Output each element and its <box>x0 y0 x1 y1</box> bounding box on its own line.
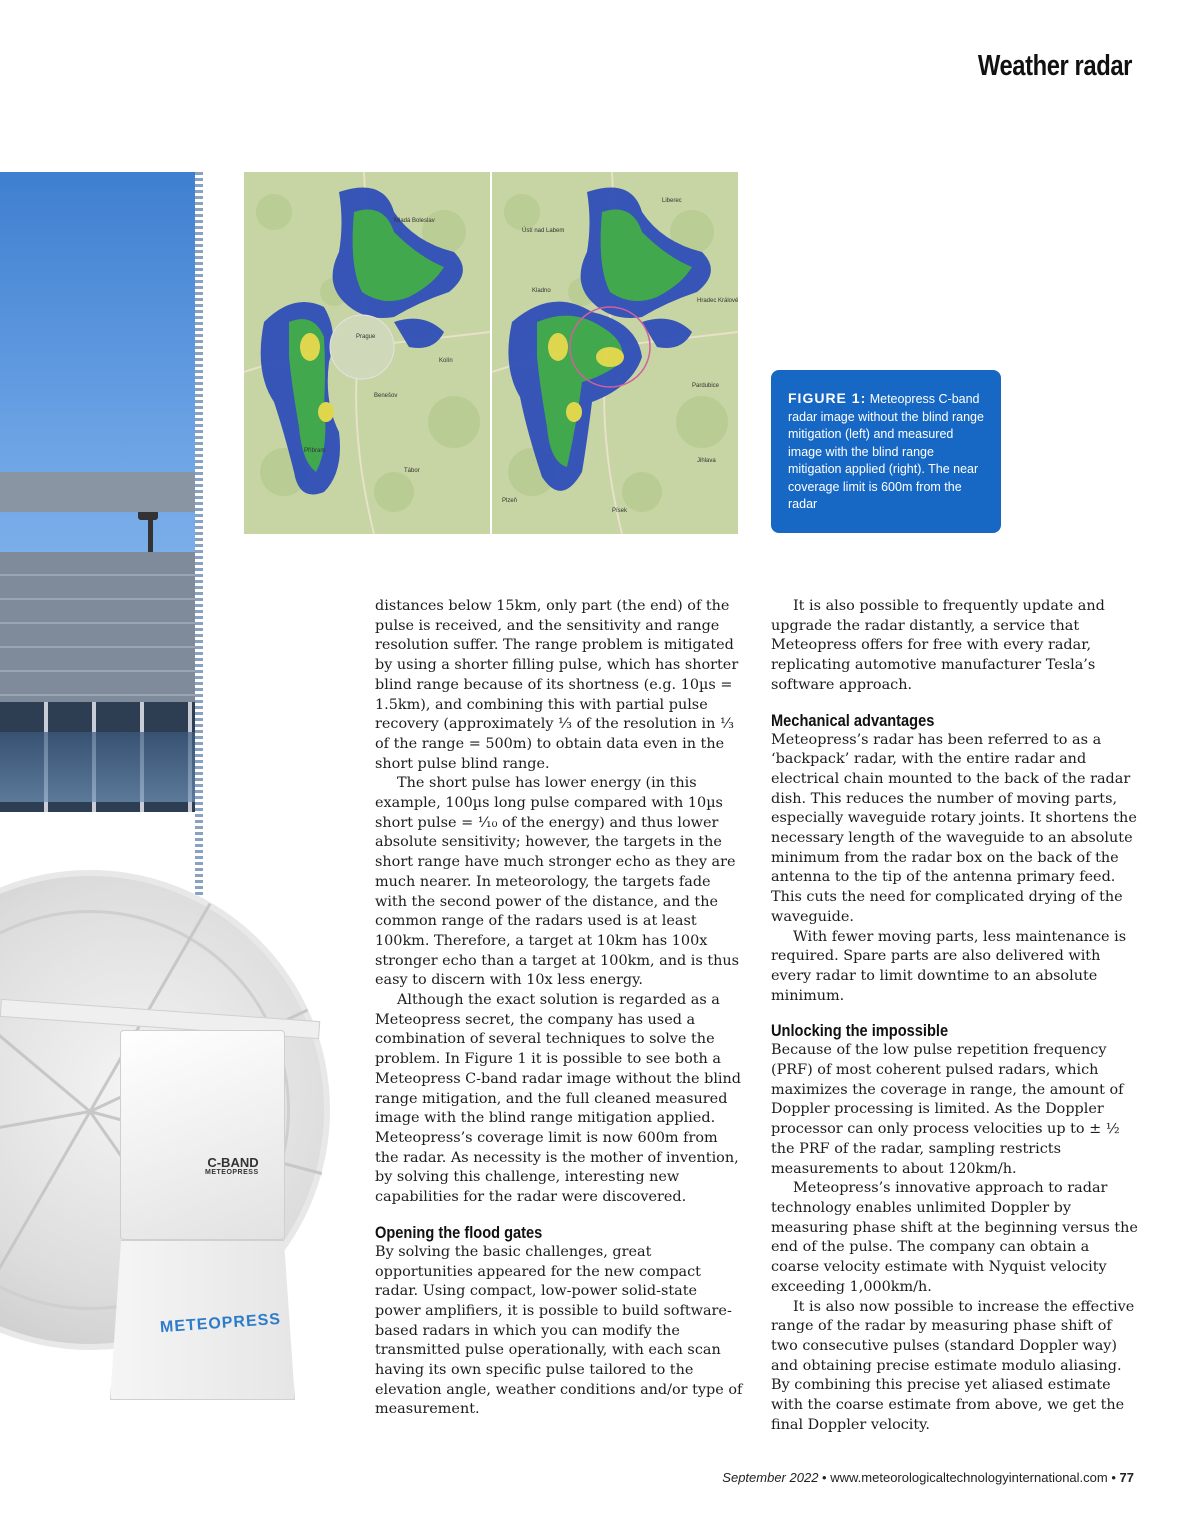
paragraph: Because of the low pulse repetition frequency (PRF) of most coherent pulsed radars, which maximizes the coverage in range, the amount of Doppler processing is limited. As the Doppler processor can only process velocities up to ± ½ the PRF of the radar, sampling restricts measurements to about 120km/h. <box>771 1042 1124 1177</box>
figure-label: FIGURE 1: <box>788 390 867 406</box>
svg-text:Kolín: Kolín <box>439 358 453 364</box>
subheading-flood-gates: Opening the flood gates <box>375 1222 543 1242</box>
paragraph: Meteopress’s innovative approach to radar technology enables unlimited Doppler by measuring phase shift at the beginning versus the end of the pulse. The company can obtain a coarse velocity estimate with Nyquist velocity exceeding 1,000km/h. <box>771 1180 1138 1295</box>
svg-text:Jihlava: Jihlava <box>697 458 716 464</box>
subheading-unlocking-impossible: Unlocking the impossible <box>771 1021 949 1041</box>
paragraph: It is also possible to frequently update and upgrade the radar distantly, a service that Meteopress offers for free with every radar, replicating automotive manufacturer Tesla’s software approach. <box>771 598 1105 693</box>
page-footer <box>722 1470 1134 1485</box>
figure-caption-box <box>771 370 1001 533</box>
page-number: 77 <box>1119 1470 1134 1485</box>
footer-separator: • <box>1111 1470 1116 1485</box>
box-label: C-BAND METEOPRESS <box>205 1155 259 1176</box>
radar-map-without-mitigation <box>244 172 490 534</box>
svg-text:Benešov: Benešov <box>374 393 398 399</box>
paragraph: With fewer moving parts, less maintenance is required. Spare parts are also delivered with every radar to limit downtime to an absolute minimum. <box>771 928 1127 1004</box>
pedestal-logo: METEOPRESS <box>159 1310 282 1337</box>
radar-product-image <box>0 860 370 1420</box>
section-title: Weather radar <box>977 50 1132 82</box>
text-column-left <box>375 597 745 1420</box>
svg-text:Písek: Písek <box>612 508 628 514</box>
paragraph: By solving the basic challenges, great opportunities appeared for the new compact radar. Using compact, low-power solid-state power amplifiers, it is possible to build software-based radars in which you can modify the transmitted pulse operationally, with each scan having its own specific pulse tailored to the elevation angle, weather conditions and/or type of measurement. <box>375 1243 743 1418</box>
svg-text:Příbram: Příbram <box>304 448 326 454</box>
svg-text:Mladá Boleslav: Mladá Boleslav <box>394 218 435 224</box>
paragraph: Although the exact solution is regarded as a Meteopress secret, the company has used a combination of several techniques to solve the problem. In Figure 1 it is possible to see both a Meteopress C-band radar image without the blind range mitigation, and the full cleaned measured image with the blind range mitigation applied. Meteopress’s coverage limit is now 600m from the radar. As necessity is the mother of invention, by solving this challenge, interesting new capabilities for the radar were discovered. <box>375 992 742 1206</box>
paragraph: The short pulse has lower energy (in this example, 100µs long pulse compared with 10µs short pulse = ⅒ of the energy) and thus lower absolute sensitivity; however, the targets in the short range have much stronger echo as they are much nearer. In meteorology, the targets fade with the second power of the distance, and the common range of the radars used is at least 100km. Therefore, a target at 10km has 100x stronger echo than a target at 100km, and is thus easy to discern with 10x less energy. <box>375 775 740 989</box>
footer-separator: • <box>822 1470 827 1485</box>
svg-text:Plzeň: Plzeň <box>502 498 518 504</box>
photo-edge-decoration <box>195 172 203 912</box>
subheading-mechanical-advantages: Mechanical advantages <box>771 710 935 730</box>
svg-text:Kladno: Kladno <box>532 288 551 294</box>
issue-date: September 2022 <box>722 1470 819 1485</box>
website-url[interactable]: www.meteorologicaltechnologyinternational.com <box>830 1470 1108 1485</box>
text-column-right <box>771 597 1141 1435</box>
paragraph: It is also now possible to increase the effective range of the radar by measuring phase shift of two consecutive pulses (standard Doppler way) and obtaining precise estimate modulo aliasing. By combining this precise yet aliased estimate with the coarse estimate from above, we get the final Doppler velocity. <box>771 1298 1135 1433</box>
figure-caption: Meteopress C-band radar image without the blind range mitigation (left) and measured image with the blind range mitigation applied (right). The near coverage limit is 600m from the radar <box>788 392 984 511</box>
radar-electronics-box <box>120 1030 285 1240</box>
paragraph: Meteopress’s radar has been referred to as a ‘backpack’ radar, with the entire radar and electrical chain mounted to the back of the radar dish. This reduces the number of moving parts, especially waveguide rotary joints. It shortens the necessary length of the waveguide to an absolute minimum from the radar box on the back of the antenna to the tip of the antenna primary feed. This cuts the need for complicated drying of the waveguide. <box>771 731 1137 925</box>
radar-map-with-mitigation <box>492 172 738 534</box>
paragraph: distances below 15km, only part (the end) of the pulse is received, and the sensitivity and range resolution suffer. The range problem is mitigated by using a shorter filling pulse, which has shorter blind range because of its shortness (e.g. 10µs = 1.5km), and combining this with partial pulse recovery (approximately ⅓ of the resolution in ⅓ of the range = 500m) to obtain data even in the short pulse blind range. <box>375 598 739 772</box>
svg-text:Liberec: Liberec <box>662 198 682 204</box>
svg-text:Ústí nad Labem: Ústí nad Labem <box>522 228 565 234</box>
svg-text:Hradec Králové: Hradec Králové <box>697 298 738 304</box>
svg-text:Tábor: Tábor <box>404 468 420 474</box>
svg-text:Prague: Prague <box>356 334 376 340</box>
svg-text:Pardubice: Pardubice <box>692 383 720 389</box>
